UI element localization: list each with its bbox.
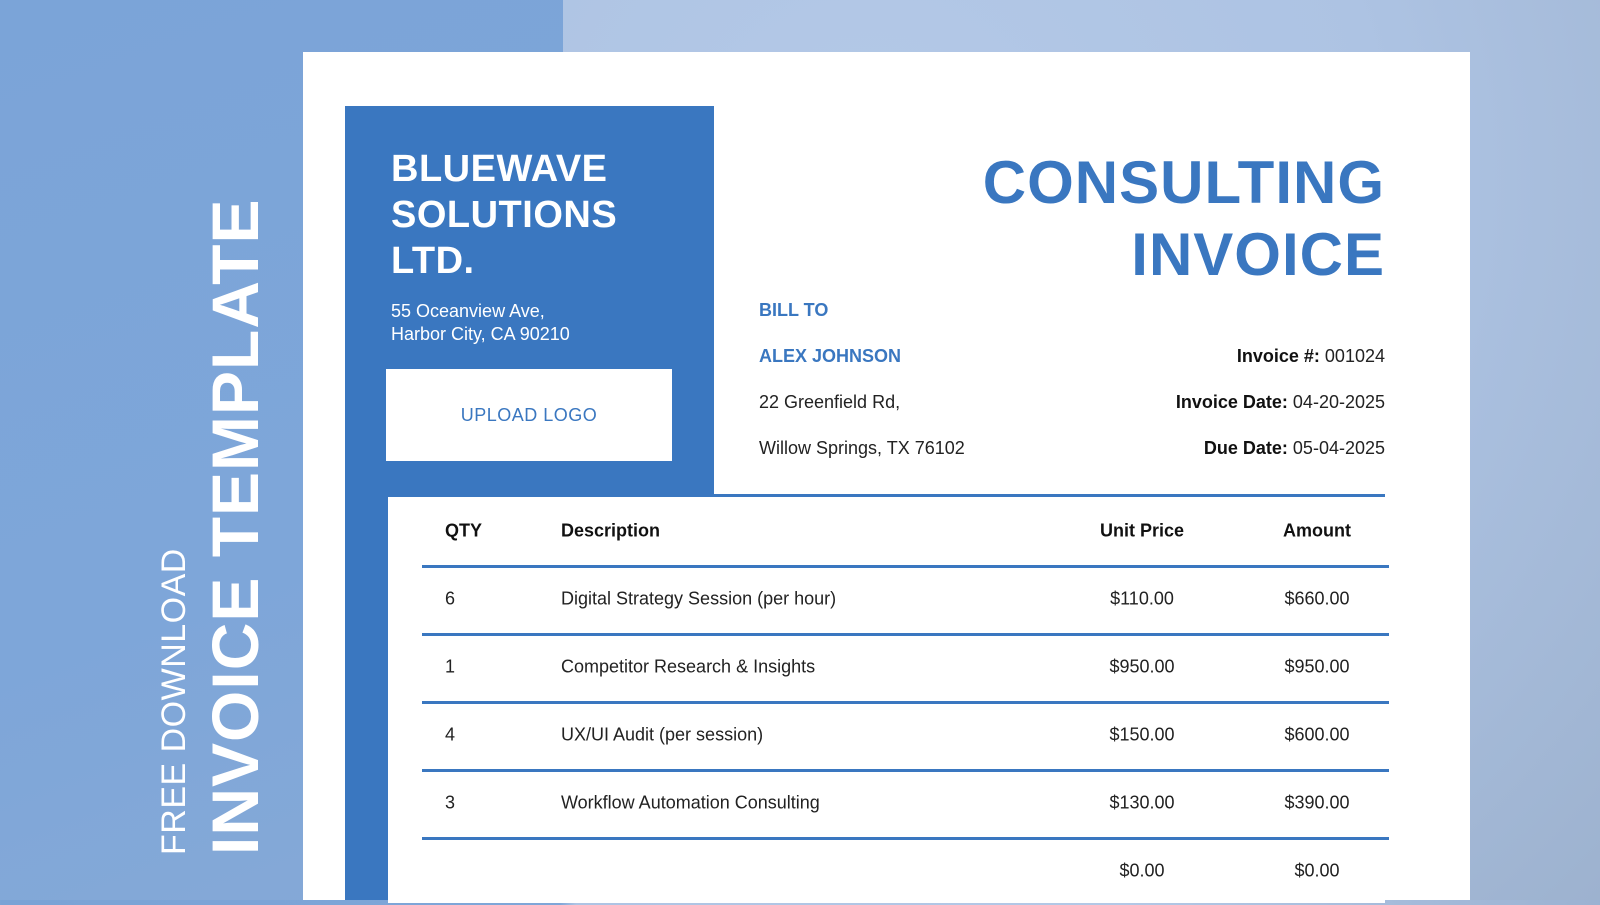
invoice-title bbox=[983, 147, 1385, 291]
company-address-line2: Harbor City, CA 90210 bbox=[391, 324, 570, 344]
row-amount: $950.00 bbox=[1284, 656, 1350, 677]
company-address bbox=[391, 300, 570, 346]
invoice-number bbox=[1237, 346, 1385, 367]
row-description: Competitor Research & Insights bbox=[561, 656, 816, 677]
client-address-line2: Willow Springs, TX 76102 bbox=[759, 438, 965, 458]
invoice-number-label: Invoice #: bbox=[1236, 346, 1320, 366]
row-unit-price: $0.00 bbox=[1119, 860, 1165, 881]
due-date-label: Due Date: bbox=[1203, 438, 1288, 458]
row-description: Digital Strategy Session (per hour) bbox=[561, 588, 837, 609]
table-row bbox=[422, 837, 1389, 905]
table-row bbox=[422, 769, 1389, 840]
invoice-title-line1: CONSULTING bbox=[982, 149, 1385, 216]
company-name: BLUEWAVE SOLUTIONS LTD. bbox=[391, 148, 618, 282]
upload-logo-button[interactable]: UPLOAD LOGO bbox=[386, 369, 672, 461]
header-qty: QTY bbox=[445, 520, 483, 541]
table-row bbox=[422, 701, 1389, 772]
row-amount: $390.00 bbox=[1284, 792, 1350, 813]
due-date-value: 05-04-2025 bbox=[1292, 438, 1385, 458]
row-description: Workflow Automation Consulting bbox=[561, 792, 820, 813]
header-unit-price: Unit Price bbox=[1099, 520, 1185, 541]
table-header-row bbox=[422, 497, 1389, 568]
invoice-title-line2: INVOICE bbox=[1131, 221, 1385, 288]
row-amount: $660.00 bbox=[1284, 588, 1350, 609]
invoice-date-label: Invoice Date: bbox=[1175, 392, 1288, 412]
invoice-document bbox=[303, 52, 1470, 900]
row-amount: $600.00 bbox=[1284, 724, 1350, 745]
row-qty: 1 bbox=[445, 656, 456, 677]
row-qty: 3 bbox=[445, 792, 456, 813]
invoice-number-value: 001024 bbox=[1324, 346, 1385, 366]
header-description: Description bbox=[561, 520, 661, 541]
side-caption-big: INVOICE TEMPLATE bbox=[198, 198, 272, 855]
invoice-date-value: 04-20-2025 bbox=[1292, 392, 1385, 412]
company-address-line1: 55 Oceanview Ave, bbox=[391, 301, 545, 321]
header-amount: Amount bbox=[1283, 520, 1351, 541]
row-qty: 6 bbox=[445, 588, 456, 609]
invoice-date bbox=[1176, 392, 1385, 413]
row-unit-price: $130.00 bbox=[1109, 792, 1175, 813]
client-name: ALEX JOHNSON bbox=[759, 346, 902, 366]
client-address-line1: 22 Greenfield Rd, bbox=[759, 392, 901, 412]
row-unit-price: $110.00 bbox=[1110, 588, 1174, 609]
row-qty: 4 bbox=[445, 724, 456, 745]
row-unit-price: $150.00 bbox=[1109, 724, 1175, 745]
bill-to-label: BILL TO bbox=[759, 300, 829, 320]
table-row bbox=[422, 565, 1389, 636]
table-row bbox=[422, 633, 1389, 704]
due-date bbox=[1204, 438, 1385, 459]
row-description: UX/UI Audit (per session) bbox=[561, 724, 764, 745]
row-unit-price: $950.00 bbox=[1109, 656, 1175, 677]
side-caption-small: FREE DOWNLOAD bbox=[155, 548, 193, 855]
row-amount: $0.00 bbox=[1294, 860, 1340, 881]
line-items-table bbox=[388, 494, 1385, 903]
